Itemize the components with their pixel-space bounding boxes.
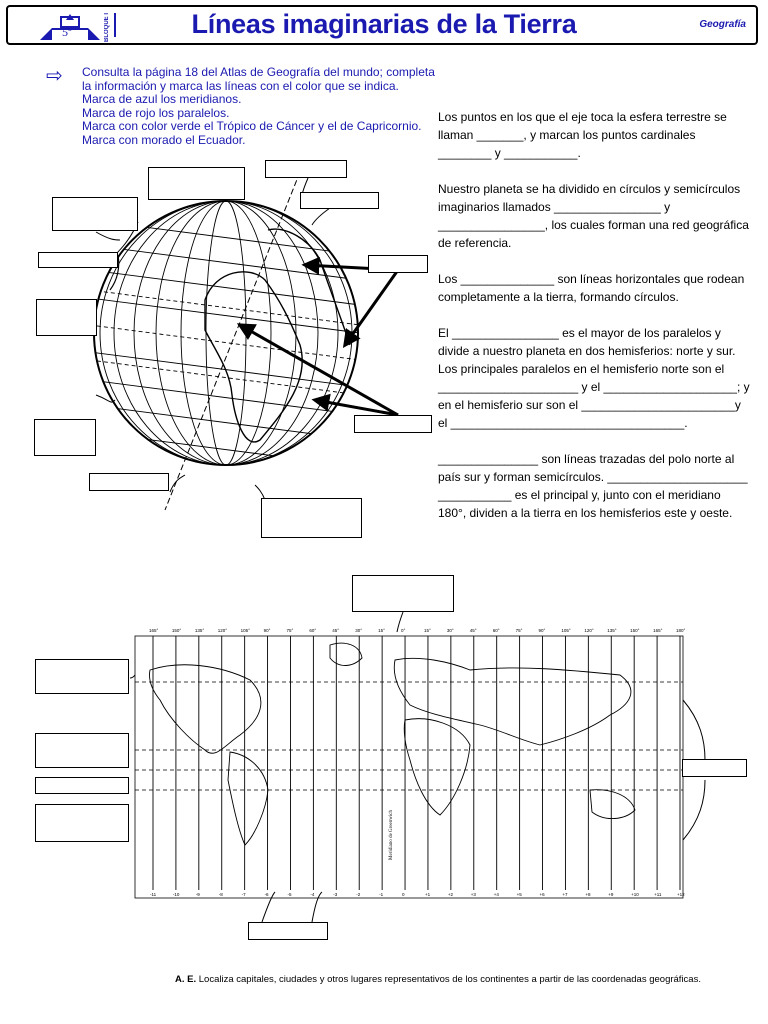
time-zone-label: +4 [493,892,499,897]
time-zone-label: -3 [333,892,338,897]
time-zone-label: -6 [264,892,269,897]
meridian-label: 165° [149,628,159,633]
greenwich-label: Meridiano de Greenwich [389,810,394,860]
meridian-label: 75° [515,628,523,633]
meridian-label: 15° [423,628,431,633]
meridian-label: 105° [240,628,250,633]
question-paragraph: El ________________ es el mayor de los paralelos y divide a nuestro planeta en dos hemisferios: norte y sur. Los principales paralelos en el hemisferio norte son el _____________________ y el ____________________; y en el hemisferio sur son el _______________________y el ___________________________________. [438,326,750,430]
meridian-label: 90° [263,628,271,633]
time-zone-label: +1 [424,892,431,897]
instruction-line: Marca de rojo los paralelos. [82,105,230,120]
page-title: Líneas imaginarias de la Tierra [191,9,577,39]
time-zone-label: -8 [218,892,223,897]
meridian-label: 90° [538,628,546,633]
time-zone-label: -10 [172,892,180,897]
answer-box[interactable] [35,659,129,694]
answer-box[interactable] [352,575,454,612]
meridian-label: 150° [171,628,182,633]
footer-note [175,974,701,985]
meridian-label: 105° [561,628,571,633]
time-zone-label: -5 [287,892,292,897]
meridian-label: 180° [676,628,686,633]
time-zone-label: +6 [539,892,545,897]
instruction-line: Marca con color verde el Trópico de Cáncer y el de Capricornio. [82,119,422,133]
question-paragraph: Nuestro planeta se ha dividido en círculos y semicírculos imaginarios llamados ________________ y ________________, los cuales forman una red geográfica de referencia. [438,182,749,250]
time-zone-label: +3 [470,892,476,897]
grade-label: 5º [62,25,72,39]
answer-box[interactable] [35,777,129,794]
time-zone-label: +7 [562,892,568,897]
bloque-label: BLOQUE I [104,13,110,43]
meridian-label: 135° [607,628,617,633]
time-zone-label: +5 [516,892,522,897]
meridian-label: 45° [469,628,477,633]
time-zone-label: +8 [585,892,591,897]
question-paragraph: Los puntos en los que el eje toca la esfera terrestre se llaman _______, y marcan los puntos cardinales ________ y ___________. [438,110,727,160]
time-zone-label: +11 [654,892,662,897]
time-zone-label: 0 [402,892,405,897]
time-zone-label: +2 [447,892,454,897]
meridian-label: 60° [309,628,317,633]
answer-box[interactable] [682,759,747,777]
answer-box[interactable] [35,733,129,768]
meridian-label: 120° [584,628,594,633]
time-zone-label: -9 [195,892,200,897]
subject-label: Geografía [699,19,746,30]
meridian-label: 0° [401,628,406,633]
map-frame [135,636,683,898]
meridian-label: 60° [492,628,500,633]
answer-box[interactable] [35,804,129,842]
question-paragraph: Los ______________ son líneas horizontales que rodean completamente a la tierra, formando círculos. [438,272,745,304]
meridian-label: 30° [355,628,363,633]
meridian-label: 150° [630,628,640,633]
time-zone-label: +12 [677,892,685,897]
time-zone-label: -7 [241,892,246,897]
footer-text: Localiza capitales, ciudades y otros lugares representativos de los continentes a partir de las coordenadas geográficas. [198,974,701,985]
instruction-line: Consulta la página 18 del Atlas de Geografía del mundo; completa la información y marca las líneas con el color que se indica. [82,65,435,93]
time-zone-label: -1 [379,892,384,897]
meridian-label: 120° [217,628,228,633]
meridian-label: 30° [446,628,454,633]
arrow-right-icon: ⇨ [46,65,63,87]
question-paragraph: _______________ son líneas trazadas del polo norte al país sur y forman semicírculos. _____________________ ___________ es el principal y, junto con el meridiano 180°, dividen a la tierra en los hemisferios este y oeste. [438,452,748,520]
time-zone-label: -2 [356,892,361,897]
answer-box[interactable] [248,922,328,940]
time-zone-label: +10 [631,892,639,897]
meridian-label: 45° [332,628,340,633]
time-zone-label: -11 [150,892,157,897]
instruction-line: Marca con morado el Ecuador. [82,132,246,147]
meridian-label: 165° [653,628,663,633]
meridian-label: 135° [194,628,205,633]
time-zone-label: -4 [310,892,315,897]
meridian-label: 75° [286,628,294,633]
time-zone-label: +9 [608,892,614,897]
instruction-line: Marca de azul los meridianos. [82,92,242,106]
meridian-label: 15° [378,628,385,633]
footer-code: A. E. [175,974,197,985]
